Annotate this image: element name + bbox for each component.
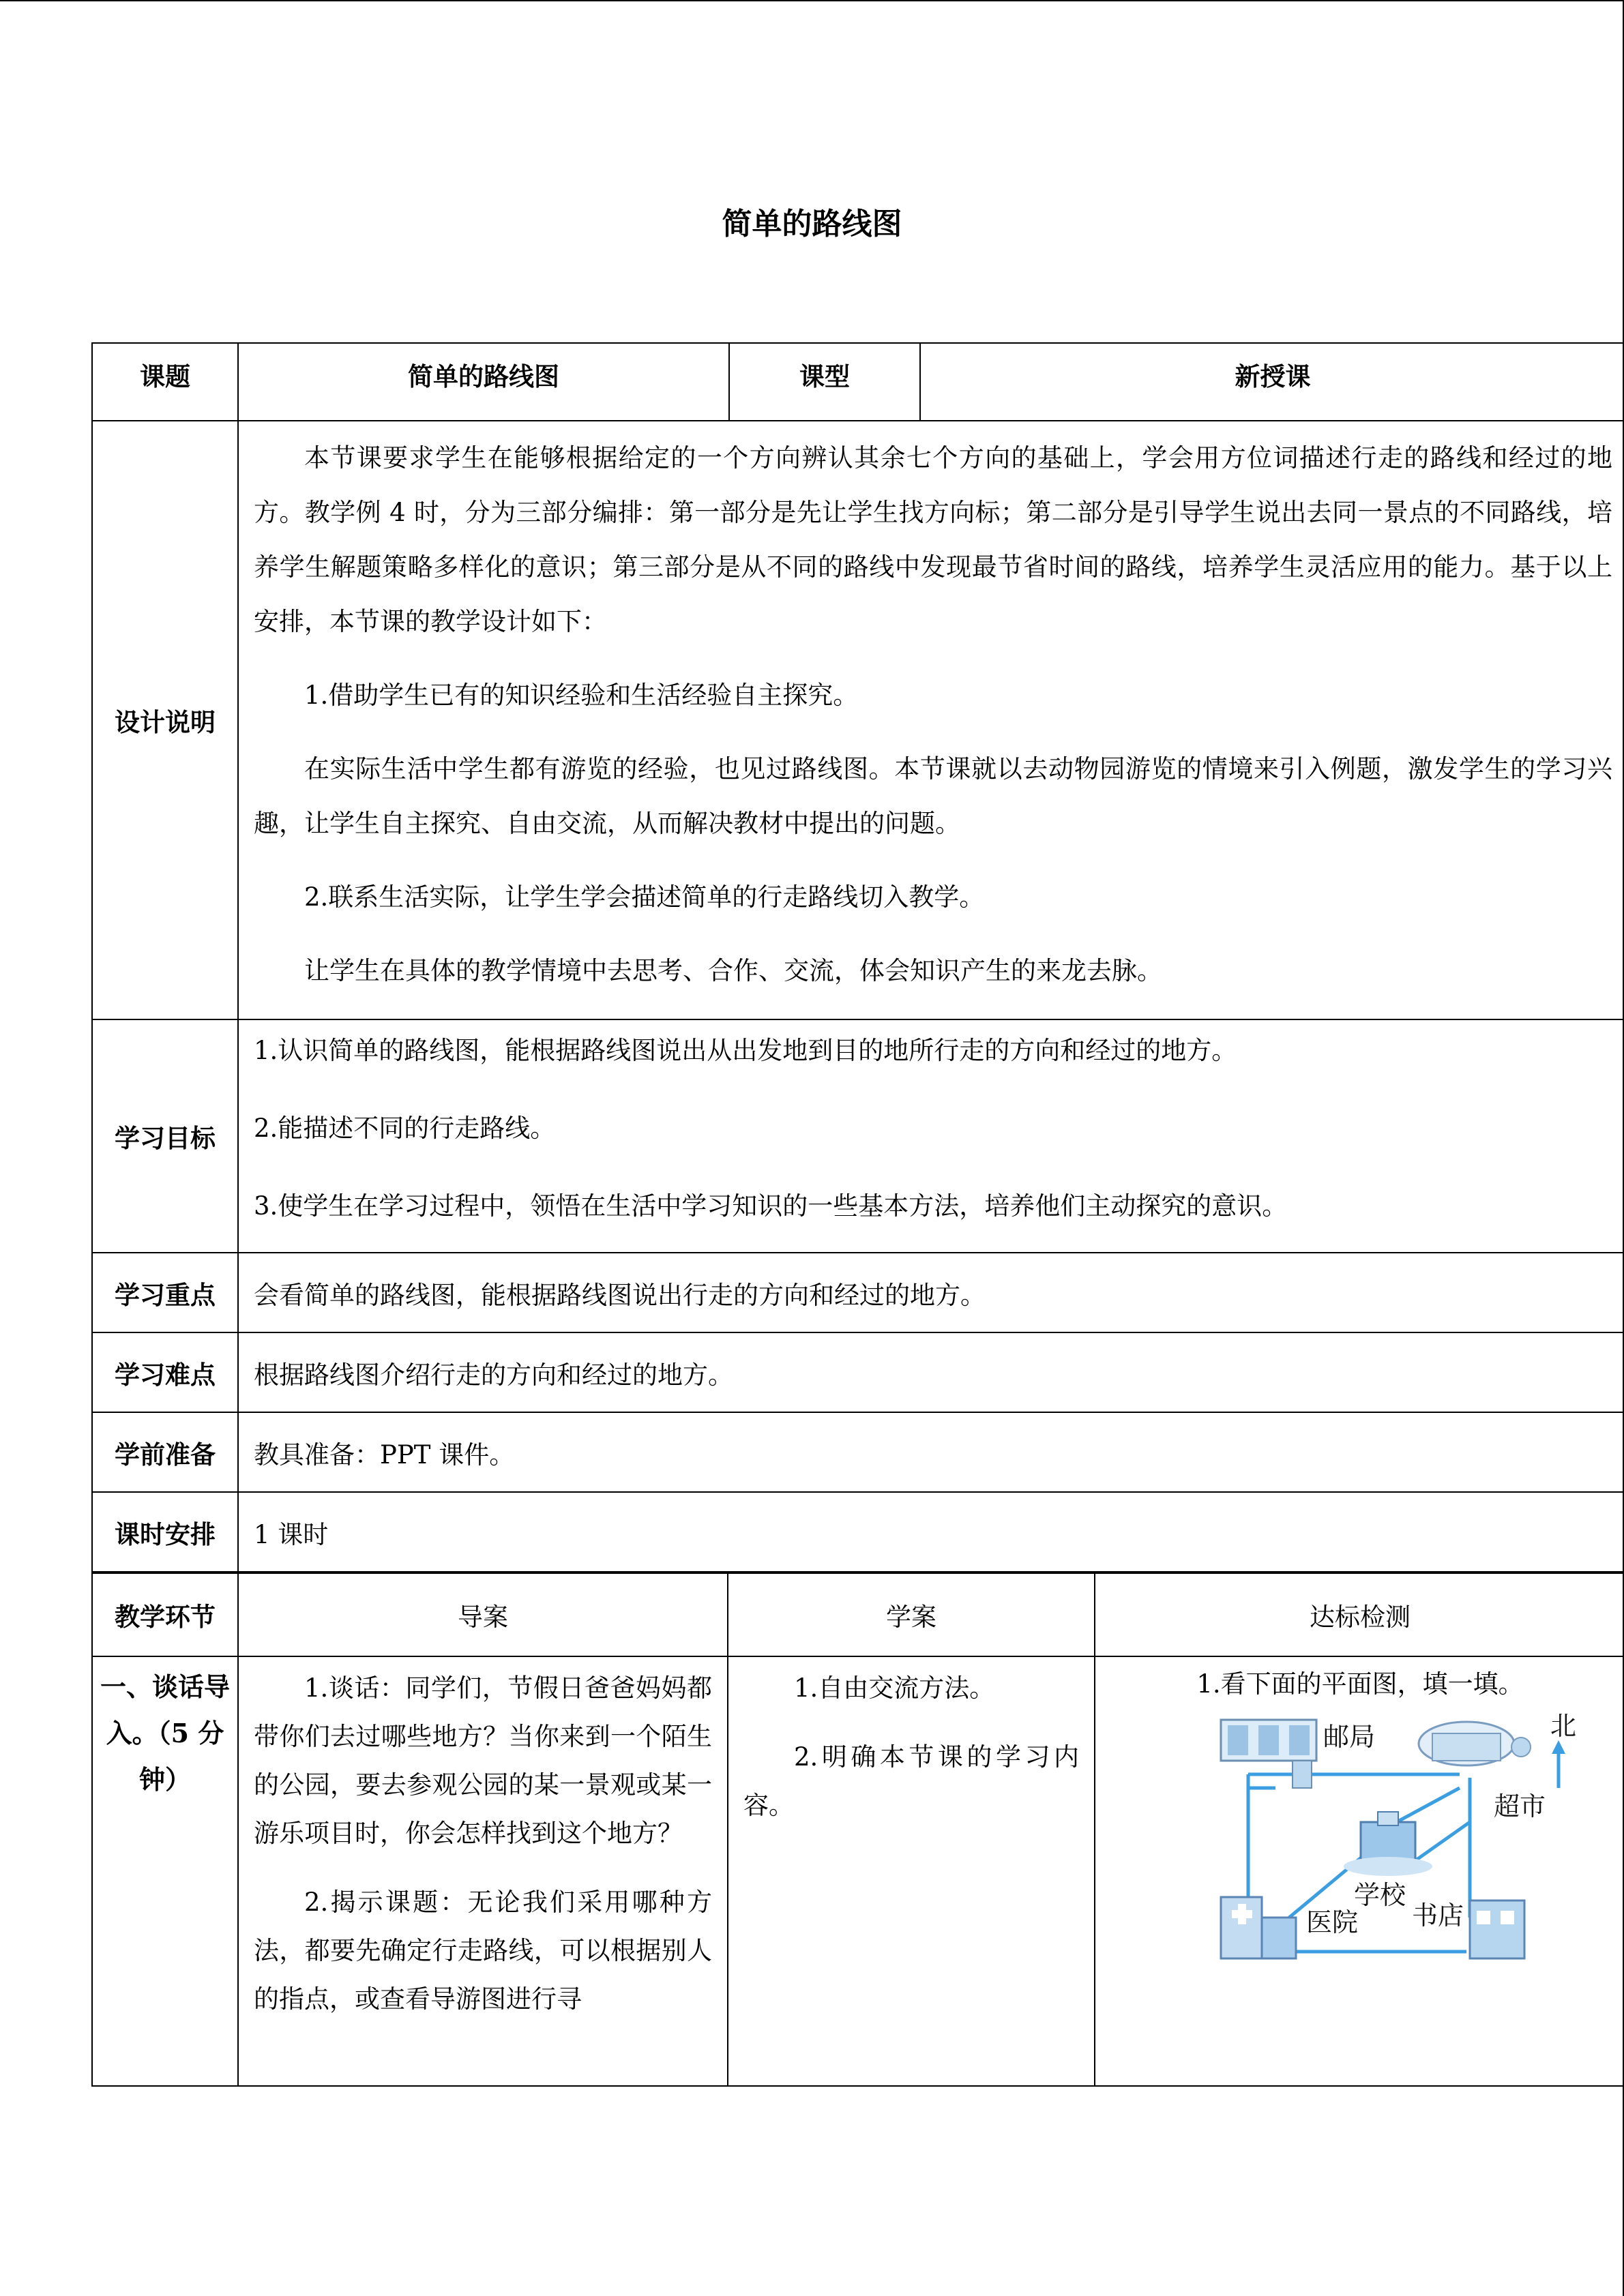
goal-item: 1.认识简单的路线图，能根据路线图说出从出发地到目的地所行走的方向和经过的地方。: [254, 1036, 1237, 1065]
lesson-plan-body: [91, 420, 1624, 1572]
design-paragraph: 2.联系生活实际，让学生学会描述简单的行走路线切入教学。: [304, 882, 985, 912]
lesson-plan-table: [91, 342, 1624, 421]
type-label: 课型: [729, 343, 920, 421]
header-row: [92, 343, 1624, 421]
process-label: 教学环节: [92, 1573, 238, 1656]
preparation-label: 学前准备: [92, 1412, 238, 1492]
hospital-building-icon: [1221, 1897, 1296, 1958]
difficulty-label: 学习难点: [92, 1332, 238, 1412]
supermarket-building-icon: [1419, 1722, 1531, 1765]
col-guide-header: 导案: [238, 1573, 728, 1656]
design-content: [238, 421, 1624, 1019]
post-office-building-icon: [1221, 1720, 1316, 1788]
stage1-study: [728, 1656, 1095, 2086]
goal-item: 3.使学生在学习过程中，领悟在生活中学习知识的一些基本方法，培养他们主动探究的意识。: [254, 1191, 1288, 1221]
difficulty-row: [92, 1332, 1624, 1412]
key-point-text: 会看简单的路线图，能根据路线图说出行走的方向和经过的地方。: [238, 1253, 1624, 1332]
preparation-text: 教具准备：PPT 课件。: [238, 1412, 1624, 1492]
design-paragraph: 在实际生活中学生都有游览的经验，也见过路线图。本节课就以去动物园游览的情境来引入例题，激发学生的学习兴趣，让学生自主探究、自由交流，从而解决教材中提出的问题。: [254, 754, 1612, 838]
design-paragraph: 本节课要求学生在能够根据给定的一个方向辨认其余七个方向的基础上，学会用方位词描述行走的路线和经过的地方。教学例 4 时，分为三部分编排：第一部分是先让学生找方向标；第二部分是引导学生说出去同一景点的不同路线，培养学生解题策略多样化的意识；第三部分是从不同的路线中发现最节省时间的路线，培养学生灵活应用的能力。基于以上安排，本节课的教学设计如下：: [254, 443, 1612, 636]
design-label: 设计说明: [92, 421, 238, 1019]
goals-content: [238, 1019, 1624, 1253]
study-paragraph: 1.自由交流方法。: [794, 1673, 995, 1703]
road-diag-3: [1412, 1822, 1470, 1863]
map-label-north: 北: [1550, 1713, 1577, 1741]
stage1-row: [92, 1656, 1624, 2086]
design-row: [92, 421, 1624, 1019]
design-paragraph: 1.借助学生已有的知识经验和生活经验自主探究。: [304, 681, 859, 710]
process-header-row: [92, 1573, 1624, 1656]
map-label-bookstore: 书店: [1412, 1900, 1464, 1930]
key-point-row: [92, 1253, 1624, 1332]
north-arrow: [1552, 1740, 1565, 1788]
schedule-row: [92, 1492, 1624, 1572]
page-title: 简单的路线图: [722, 207, 902, 241]
difficulty-text: 根据路线图介绍行走的方向和经过的地方。: [238, 1332, 1624, 1412]
design-paragraph: 让学生在具体的教学情境中去思考、合作、交流，体会知识产生的来龙去脉。: [304, 956, 1162, 985]
check-question: 1.看下面的平面图，填一填。: [1196, 1669, 1524, 1699]
key-point-label: 学习重点: [92, 1253, 238, 1332]
schedule-label: 课时安排: [92, 1492, 238, 1572]
map-label-supermarket: 超市: [1494, 1791, 1546, 1821]
process-table: [91, 1572, 1624, 2087]
stage1-label: 一、谈话导入。（5 分钟）: [92, 1656, 238, 2086]
goals-row: [92, 1019, 1624, 1253]
school-building-icon: [1344, 1812, 1432, 1876]
type-value: 新授课: [920, 343, 1624, 421]
topic-label: 课题: [92, 343, 238, 421]
map-label-school: 学校: [1354, 1880, 1406, 1910]
guide-paragraph: 2.揭示课题：无论我们采用哪种方法，都要先确定行走路线，可以根据别人的指点，或查看导游图进行寻: [254, 1888, 712, 2014]
preparation-row: [92, 1412, 1624, 1492]
study-paragraph: 2.明确本节课的学习内容。: [743, 1742, 1079, 1820]
bookstore-building-icon: [1470, 1900, 1524, 1958]
map-label-hospital: 医院: [1306, 1907, 1359, 1937]
stage1-check: [1095, 1656, 1624, 2086]
goal-item: 2.能描述不同的行走路线。: [254, 1114, 556, 1143]
goals-label: 学习目标: [92, 1019, 238, 1253]
schedule-text: 1 课时: [238, 1492, 1624, 1572]
col-check-header: 达标检测: [1095, 1573, 1624, 1656]
guide-paragraph: 1.谈话：同学们，节假日爸爸妈妈都带你们去过哪些地方？当你来到一个陌生的公园，要去参观公园的某一景观或某一游乐项目时，你会怎样找到这个地方？: [254, 1673, 712, 1848]
stage1-guide: [238, 1656, 728, 2086]
col-study-header: 学案: [728, 1573, 1095, 1656]
map-label-post-office: 邮局: [1323, 1722, 1376, 1752]
topic-value: 简单的路线图: [238, 343, 729, 421]
route-map: [1207, 1713, 1589, 1972]
